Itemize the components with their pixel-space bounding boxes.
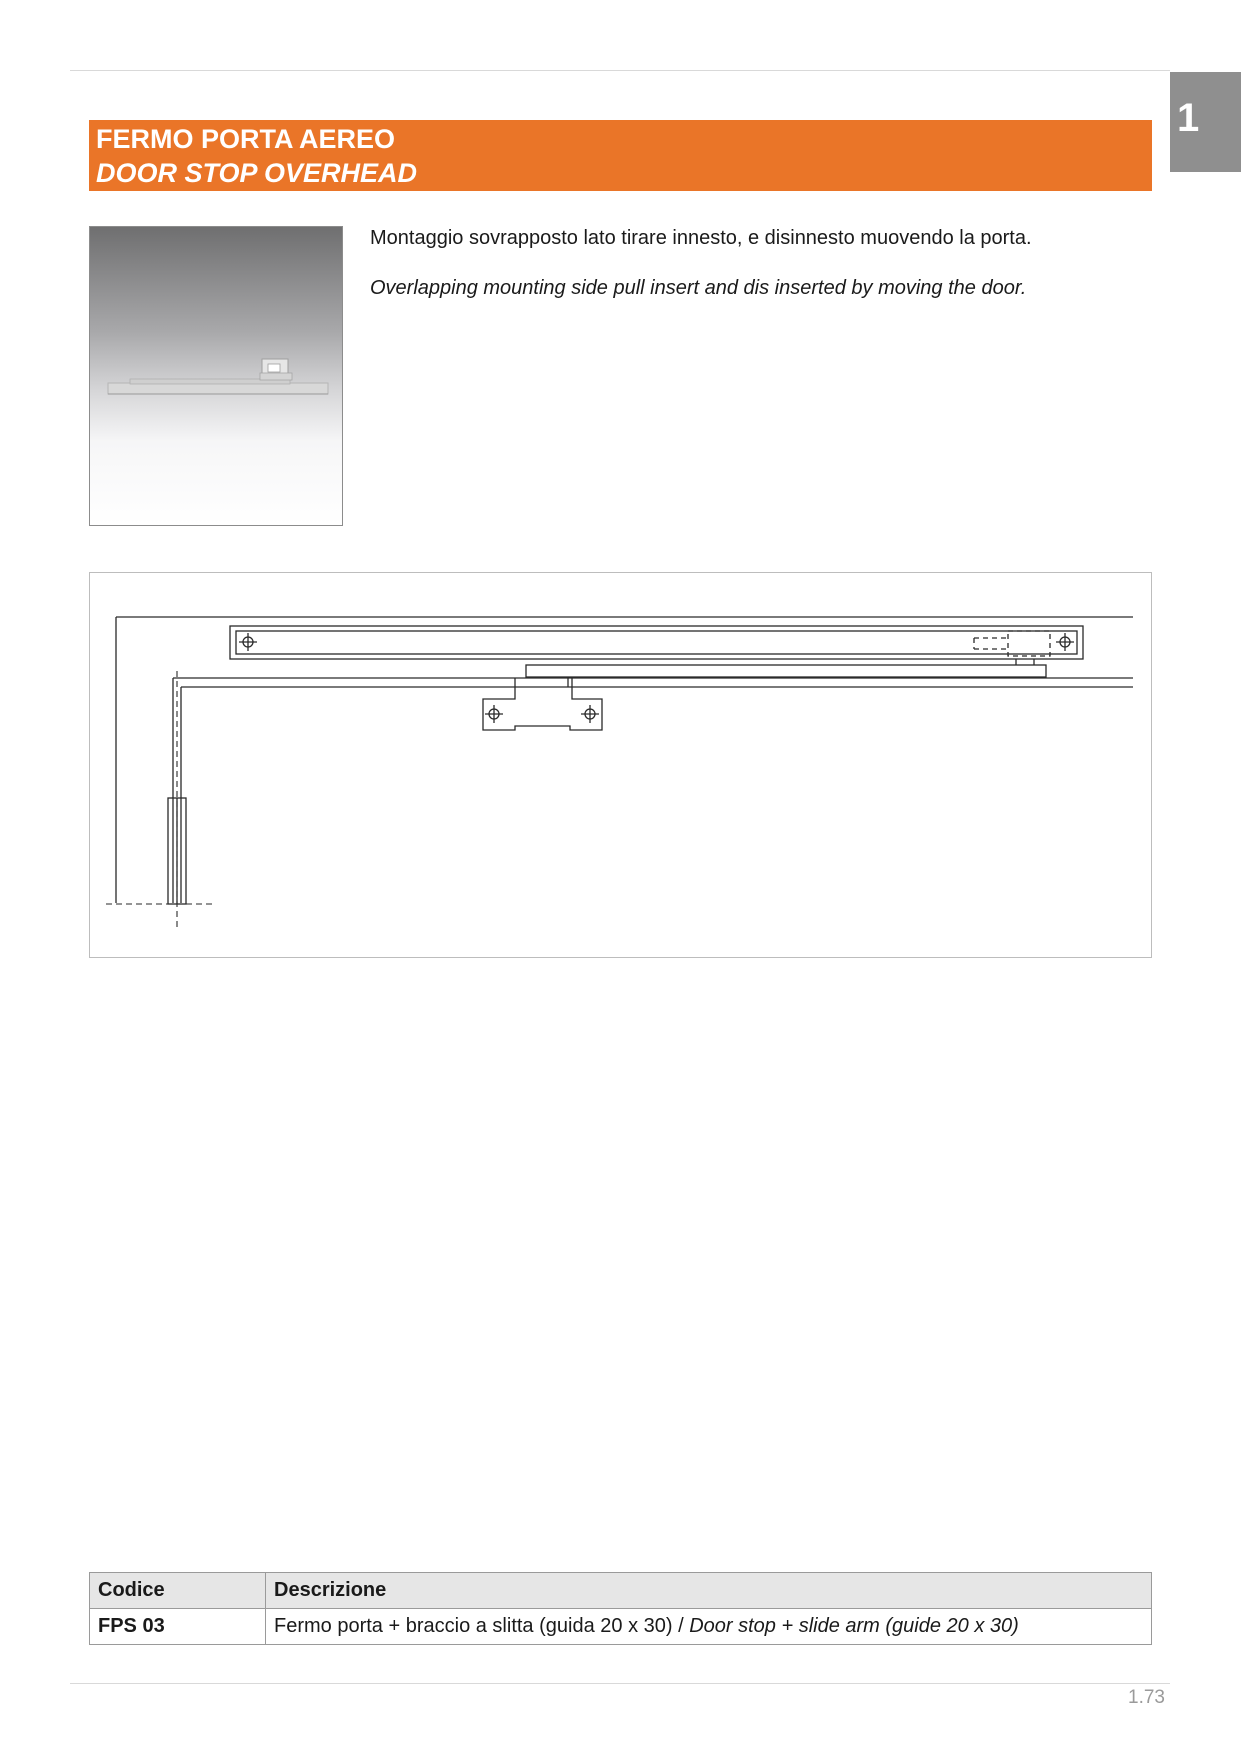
row-description (266, 1609, 1152, 1645)
product-photo (89, 226, 343, 526)
slide-arm (526, 659, 1046, 687)
row-description-english: Door stop + slide arm (guide 20 x 30) (689, 1615, 1019, 1637)
title-bar (89, 120, 1152, 191)
rail-fixing-hole-right (1056, 633, 1074, 651)
description-english: Overlapping mounting side pull insert and dis inserted by moving the door. (370, 277, 1027, 299)
table-row (90, 1609, 1152, 1645)
door-stop-photo-illustration (90, 227, 343, 526)
row-code: FPS 03 (90, 1609, 266, 1645)
page-number: 1.73 (1128, 1687, 1165, 1708)
header-code: Codice (90, 1573, 266, 1609)
table-header-row (90, 1573, 1152, 1609)
bracket-fixing-holes (485, 705, 599, 723)
header-rule (70, 70, 1170, 71)
chapter-number: 1 (1177, 96, 1200, 140)
slider-hidden-lines (974, 631, 1050, 656)
title-italian: FERMO PORTA AEREO (96, 124, 396, 154)
door-leaf (168, 678, 1133, 904)
footer-rule (70, 1683, 1170, 1684)
door-stop-technical-drawing (90, 573, 1151, 957)
arm-bracket (483, 678, 602, 730)
product-code-table (89, 1572, 1152, 1645)
technical-drawing (89, 572, 1152, 958)
title-english: DOOR STOP OVERHEAD (96, 158, 418, 188)
rail-fixing-hole-left (239, 633, 257, 651)
chapter-tab (1170, 72, 1241, 172)
door-frame-lines (116, 617, 1133, 903)
hinge-axis-dashed (106, 671, 216, 927)
guide-rail (230, 626, 1083, 659)
row-description-italian: Fermo porta + braccio a slitta (guida 20 x 30) / (274, 1615, 690, 1637)
description-italian: Montaggio sovrapposto lato tirare innesto, e disinnesto muovendo la porta. (370, 227, 1032, 249)
header-description: Descrizione (266, 1573, 1152, 1609)
